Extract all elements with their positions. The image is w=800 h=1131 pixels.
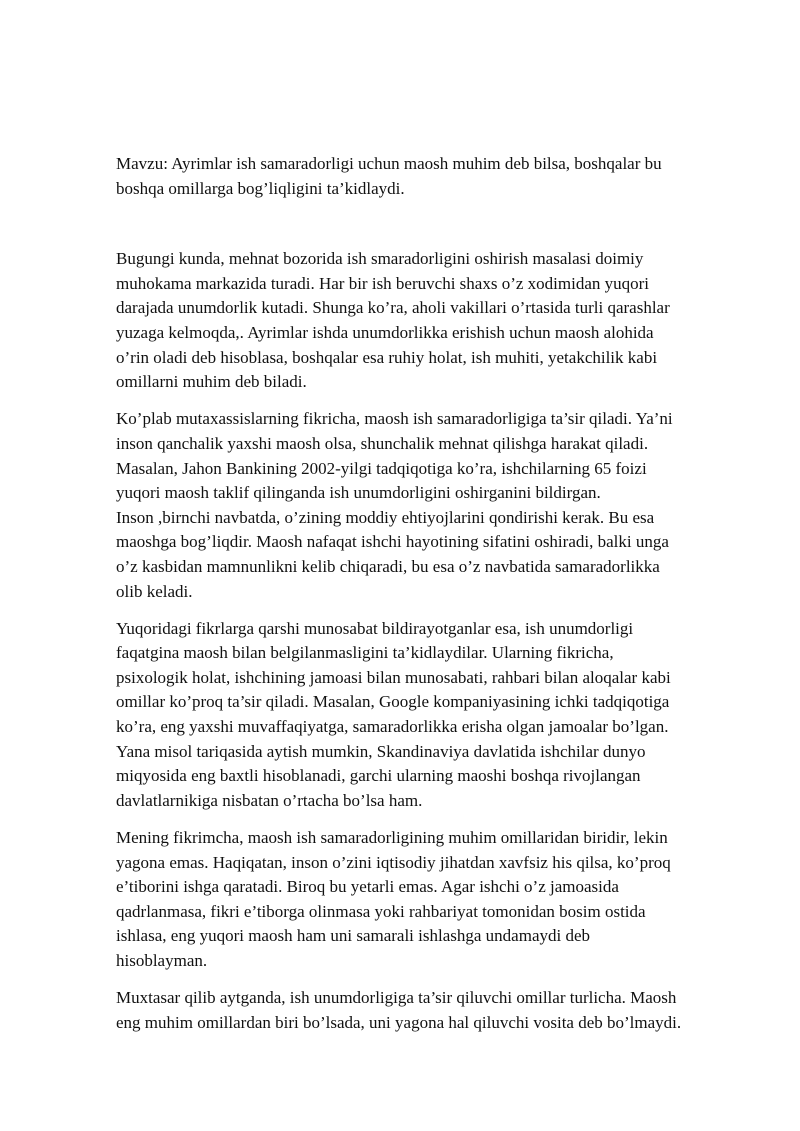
text-line: ko’ra, eng yaxshi muvaffaqiyatga, samaradorlikka erisha olgan jamoalar bo’lgan. [116, 717, 669, 737]
paragraph-counter-view [116, 617, 746, 814]
text-line: muhokama markazida turadi. Har bir ish beruvchi shaxs o’z xodimidan yuqori [116, 273, 649, 293]
text-line: Mening fikrimcha, maosh ish samaradorligining muhim omillaridan biridir, lekin [116, 828, 668, 848]
document-body [116, 152, 746, 1048]
text-line: yuqori maosh taklif qilinganda ish unumdorligini oshirganini bildirgan. [116, 483, 601, 503]
text-line: Bugungi kunda, mehnat bozorida ish smaradorligini oshirish masalasi doimiy [116, 249, 644, 269]
text-line: olib keladi. [116, 581, 193, 601]
text-line: e’tiborini ishga qaratadi. Biroq bu yetarli emas. Agar ishchi o’z jamoasida [116, 877, 619, 897]
text-line: miqyosida eng baxtli hisoblanadi, garchi ularning maoshi boshqa rivojlangan [116, 766, 641, 786]
text-line: faqatgina maosh bilan belgilanmasligini ta’kidlaydilar. Ularning fikricha, [116, 643, 614, 663]
text-line: yagona emas. Haqiqatan, inson o’zini iqtisodiy jihatdan xavfsiz his qilsa, ko’proq [116, 852, 671, 872]
paragraph-salary-view [116, 407, 746, 604]
text-line: Yana misol tariqasida aytish mumkin, Skandinaviya davlatida ishchilar dunyo [116, 741, 646, 761]
text-line: maoshga bog’liqdir. Maosh nafaqat ishchi hayotining sifatini oshiradi, balki unga [116, 532, 669, 552]
text-line: davlatlarnikiga nisbatan o’rtacha bo’lsa ham. [116, 790, 423, 810]
text-line: o’rin oladi deb hisoblasa, boshqalar esa ruhiy holat, ish muhiti, yetakchilik kabi [116, 347, 658, 367]
text-line: hisoblayman. [116, 951, 208, 970]
text-line: Masalan, Jahon Bankining 2002-yilgi tadqiqotiga ko’ra, ishchilarning 65 foizi [116, 458, 647, 478]
text-line: Muxtasar qilib aytganda, ish unumdorligiga ta’sir qiluvchi omillar turlicha. Maosh [116, 988, 677, 1008]
text-line: psixologik holat, ishchining jamoasi bilan munosabati, rahbari bilan aloqalar kabi [116, 667, 671, 687]
paragraph-opinion [116, 826, 746, 974]
text-line: Ko’plab mutaxassislarning fikricha, maosh ish samaradorligiga ta’sir qiladi. Ya’ni [116, 409, 673, 429]
paragraph-conclusion [116, 986, 746, 1035]
essay-topic [116, 152, 746, 201]
text-line: Yuqoridagi fikrlarga qarshi munosabat bildirayotganlar esa, ish unumdorligi [116, 618, 634, 638]
text-line: omillar ko’proq ta’sir qiladi. Masalan, Google kompaniyasining ichki tadqiqotiga [116, 692, 670, 712]
text-line: darajada unumdorlik kutadi. Shunga ko’ra, aholi vakillari o’rtasida turli qarashlar [116, 298, 670, 318]
text-line: omillarni muhim deb biladi. [116, 372, 307, 392]
text-line: eng muhim omillardan biri bo’lsada, uni yagona hal qiluvchi vosita deb bo’lmaydi. [116, 1012, 682, 1032]
paragraph-intro [116, 247, 746, 395]
text-line: o’z kasbidan mamnunlikni kelib chiqaradi, bu esa o’z navbatida samaradorlikka [116, 556, 660, 576]
text-line: ishlasa, eng yuqori maosh ham uni samarali ishlashga undamaydi deb [116, 926, 591, 946]
text-line: qadrlanmasa, fikri e’tiborga olinmasa yoki rahbariyat tomonidan bosim ostida [116, 901, 646, 921]
topic-line: Mavzu: Ayrimlar ish samaradorligi uchun maosh muhim deb bilsa, boshqalar bu [116, 154, 662, 173]
text-line: inson qanchalik yaxshi maosh olsa, shunchalik mehnat qilishga harakat qiladi. [116, 433, 649, 453]
topic-line: boshqa omillarga bog’liqligini ta’kidlaydi. [116, 178, 405, 198]
text-line: Inson ,birnchi navbatda, o’zining moddiy ehtiyojlarini qondirishi kerak. Bu esa [116, 507, 655, 527]
text-line: yuzaga kelmoqda,. Ayrimlar ishda unumdorlikka erishish uchun maosh alohida [116, 322, 654, 342]
